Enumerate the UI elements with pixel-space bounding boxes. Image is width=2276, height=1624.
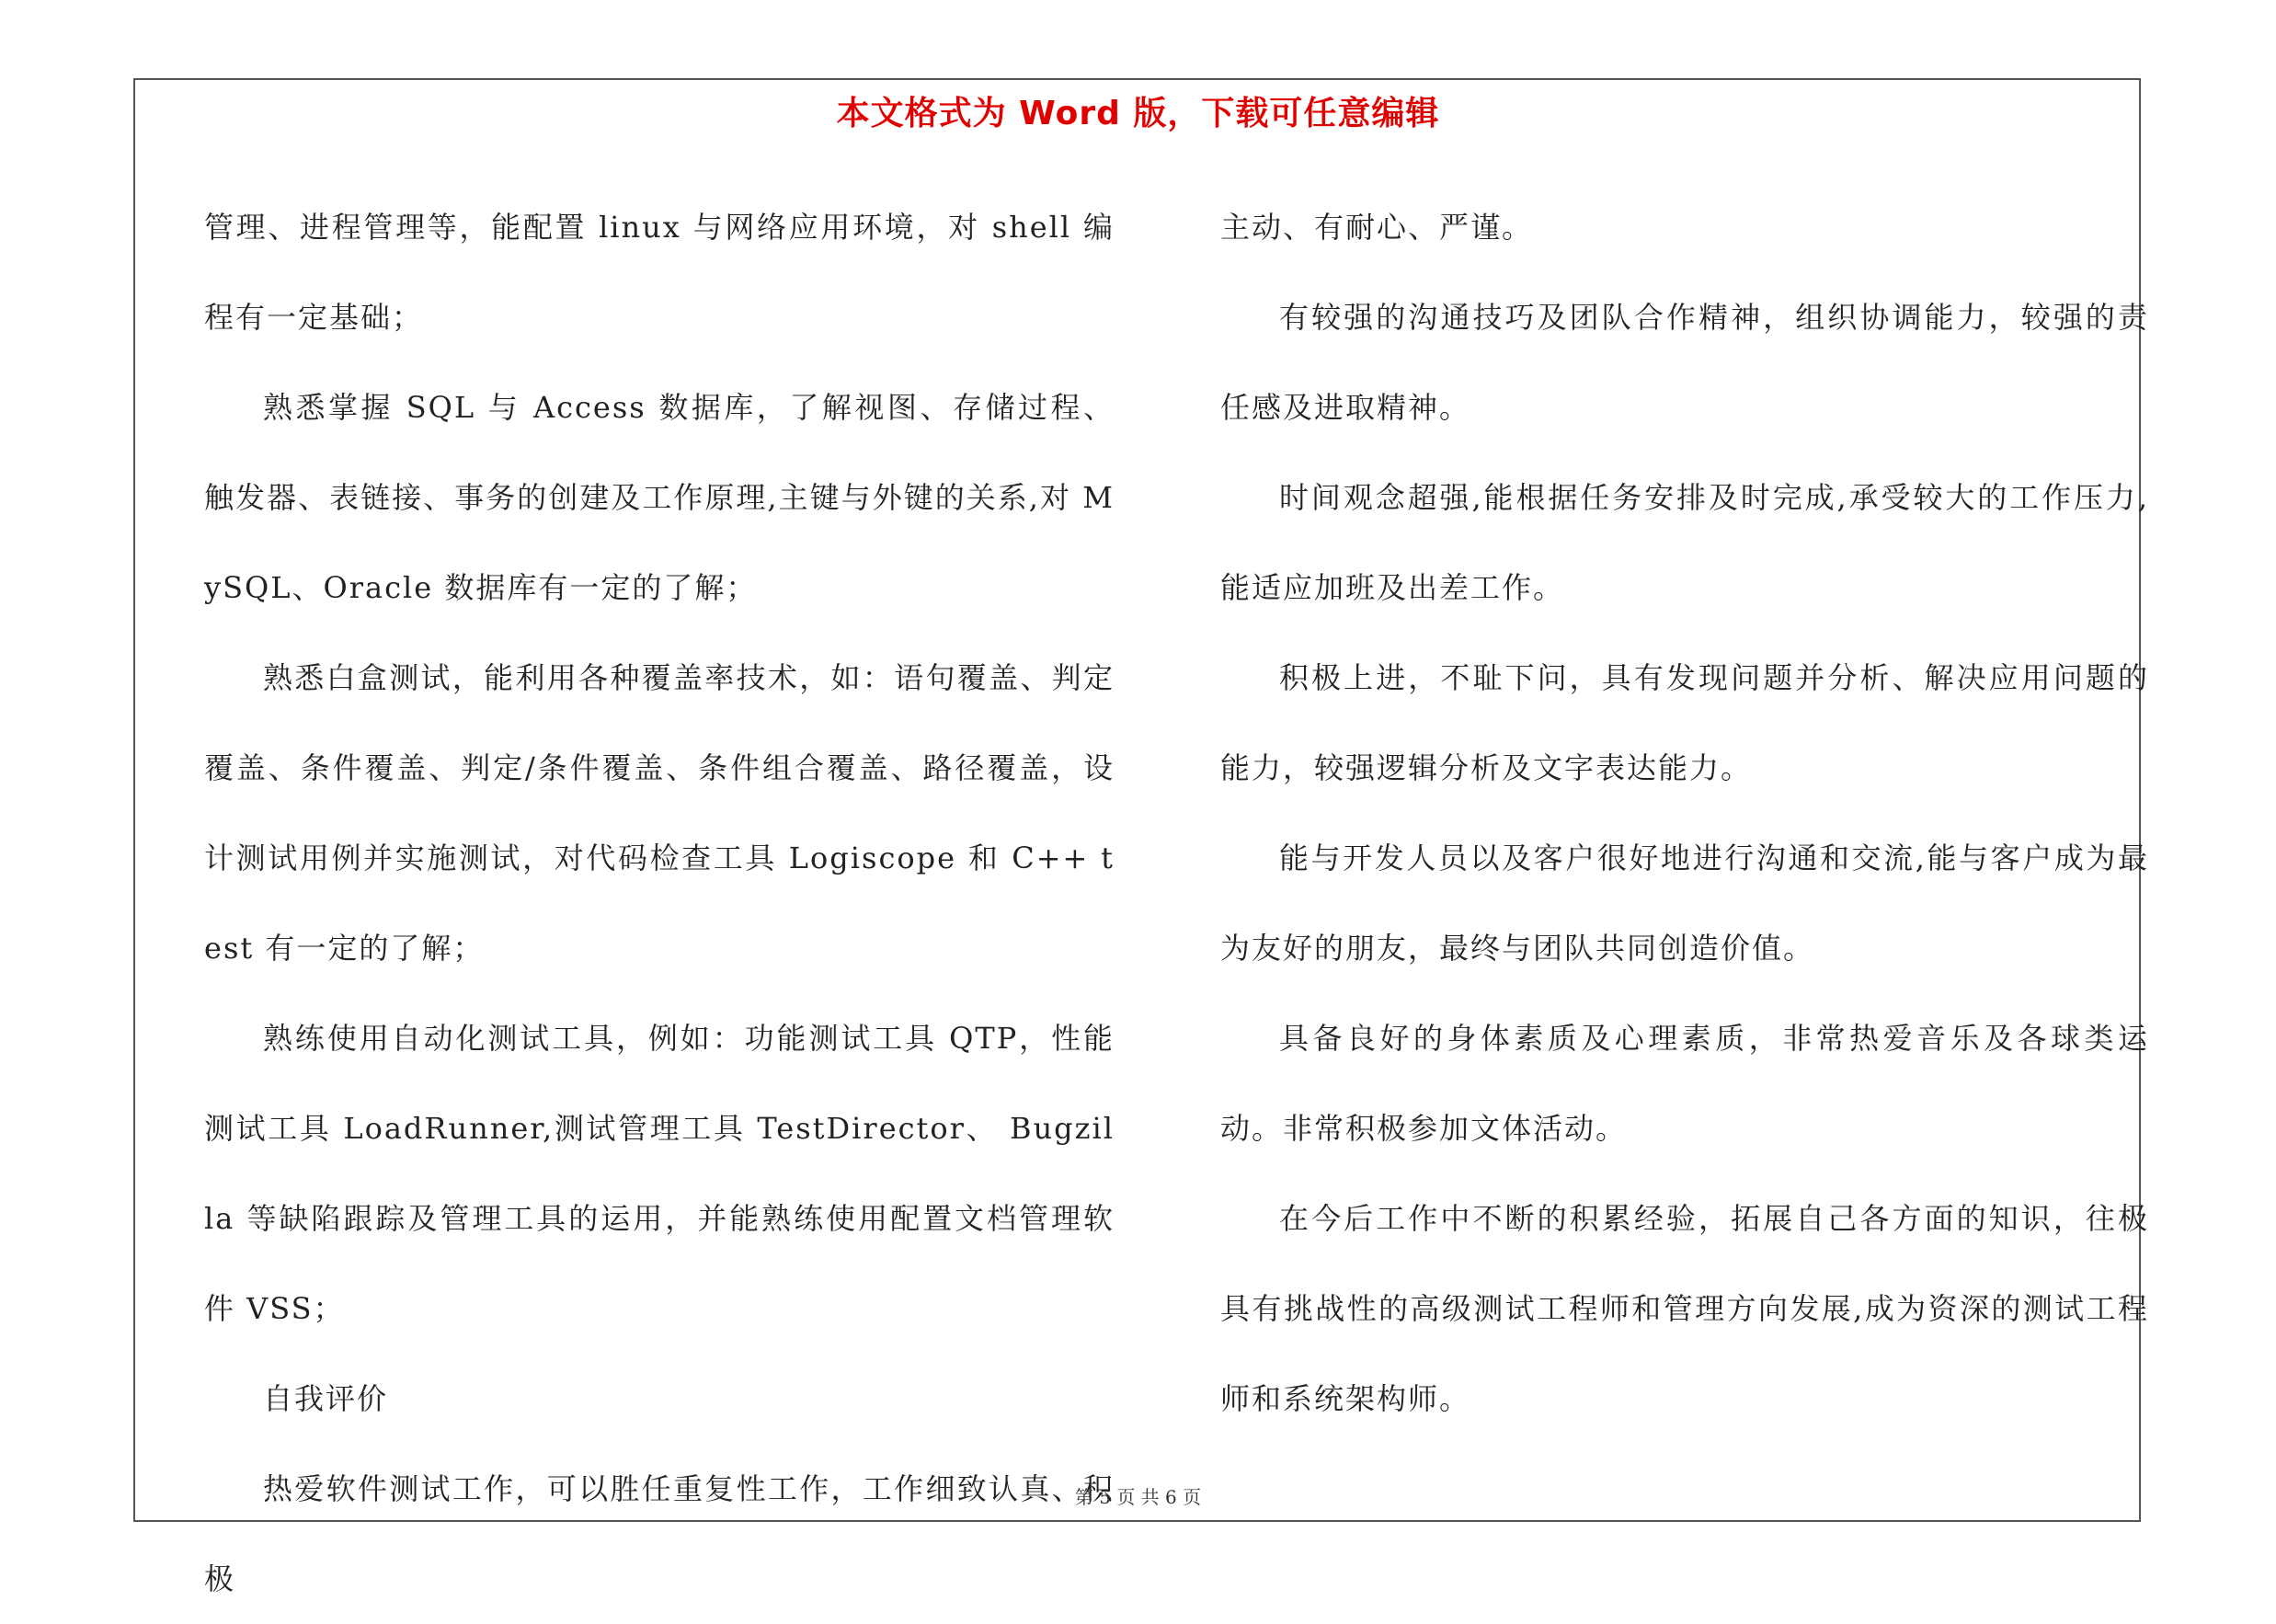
paragraph-time-management: 时间观念超强,能根据任务安排及时完成,承受较大的工作压力,能适应加班及出差工作。 bbox=[1220, 480, 2149, 605]
paragraph-health-hobbies: 具备良好的身体素质及心理素质，非常热爱音乐及各球类运动。非常积极参加文体活动。 bbox=[1220, 1021, 2149, 1146]
paragraph-proactive: 积极上进，不耻下问，具有发现问题并分析、解决应用问题的能力，较强逻辑分析及文字表达能力。 bbox=[1220, 660, 2149, 785]
page-number-footer: 第 5 页 共 6 页 bbox=[1074, 1486, 1202, 1508]
paragraph-client-relations: 能与开发人员以及客户很好地进行沟通和交流,能与客户成为最为友好的朋友，最终与团队共同创造价值。 bbox=[1220, 841, 2149, 966]
paragraph-continuation: 主动、有耐心、严谨。 bbox=[1220, 210, 1534, 245]
paragraph-self-evaluation-intro: 热爱软件测试工作，可以胜任重复性工作，工作细致认真、积极 bbox=[204, 1471, 1115, 1596]
word-format-banner: 本文格式为 Word 版，下载可任意编辑 bbox=[836, 95, 1440, 132]
paragraph-communication: 有较强的沟通技巧及团队合作精神，组织协调能力，较强的责任感及进取精神。 bbox=[1220, 300, 2149, 425]
paragraph-career-goals: 在今后工作中不断的积累经验，拓展自己各方面的知识，往极具有挑战性的高级测试工程师和管理方向发展,成为资深的测试工程师和系统架构师。 bbox=[1220, 1201, 2149, 1416]
paragraph-whitebox-testing: 熟悉白盒测试，能利用各种覆盖率技术，如：语句覆盖、判定覆盖、条件覆盖、判定/条件覆盖、条件组合覆盖、路径覆盖，设计测试用例并实施测试，对代码检查工具 Logiscope 和 C++ test 有一定的了解； bbox=[204, 660, 1115, 966]
right-column bbox=[1220, 182, 2149, 1444]
paragraph-linux-skills: 管理、进程管理等，能配置 linux 与网络应用环境，对 shell 编程有一定基础； bbox=[204, 210, 1115, 335]
section-heading-self-evaluation: 自我评价 bbox=[263, 1381, 389, 1416]
paragraph-database-skills: 熟悉掌握 SQL 与 Access 数据库，了解视图、存储过程、触发器、表链接、事务的创建及工作原理,主键与外键的关系,对 MySQL、Oracle 数据库有一定的了解； bbox=[204, 390, 1115, 605]
paragraph-automation-tools: 熟练使用自动化测试工具，例如：功能测试工具 QTP，性能测试工具 LoadRunner,测试管理工具 TestDirector、 Bugzilla 等缺陷跟踪及管理工具的运用，并能熟练使用配置文档管理软件 VSS； bbox=[204, 1021, 1115, 1326]
left-column bbox=[204, 182, 1115, 1624]
